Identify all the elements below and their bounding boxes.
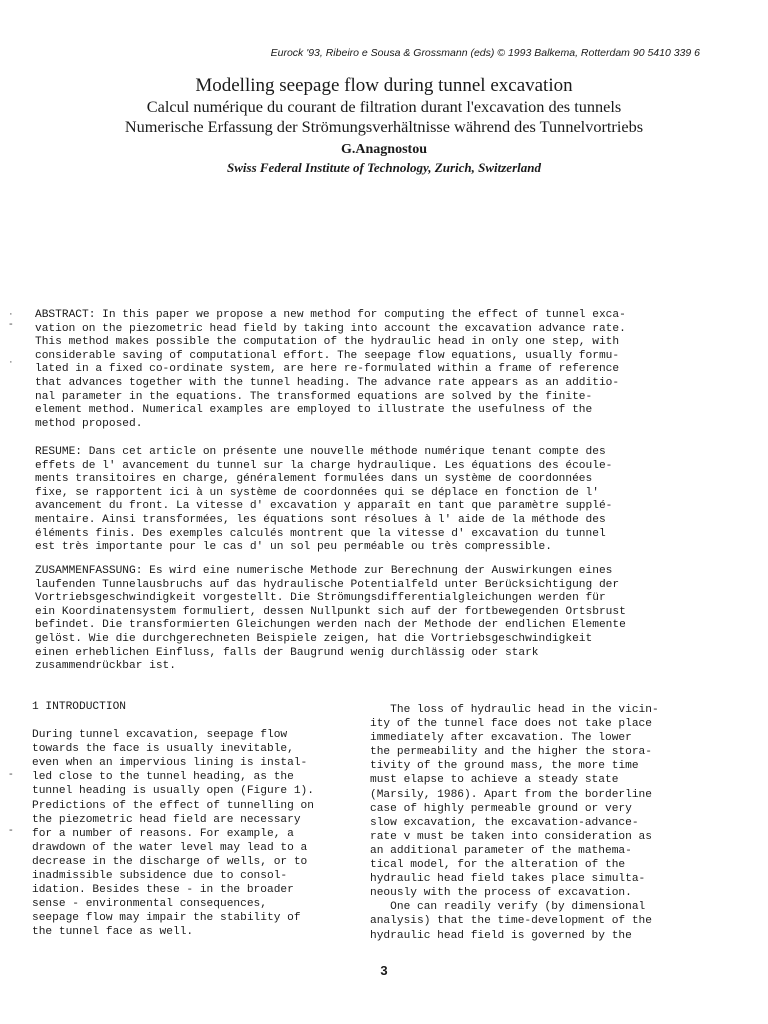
title-german: Numerische Erfassung der Strömungsverhältnisse während des Tunnelvortriebs — [124, 117, 644, 136]
resume-line: ments transitoires en charge, généralement formulées dans un système de coordonnées — [35, 473, 593, 486]
body-line: neously with the process of excavation. — [370, 887, 632, 900]
zusammenfassung-line: ein Koordinatensystem formuliert, dessen Nullpunkt sich auf der fortbewegenden Ortsbrust — [35, 605, 626, 618]
scan-mark: - — [9, 768, 13, 780]
body-line: sense - environmental consequences, — [32, 898, 267, 911]
body-line: immediately after excavation. The lower — [370, 732, 632, 745]
body-line: Predictions of the effect of tunnelling on — [32, 799, 314, 812]
abstract-german — [35, 565, 695, 674]
zusammenfassung-line: zusammendrückbar ist. — [35, 660, 176, 673]
body-line: inadmissible subsidence due to consol- — [32, 870, 288, 883]
title-english: Modelling seepage flow during tunnel excavation — [195, 75, 573, 96]
body-line: seepage flow may impair the stability of — [32, 912, 301, 925]
scan-mark: - — [9, 318, 13, 330]
abstract-line: method proposed. — [35, 417, 143, 430]
author-affiliation: Swiss Federal Institute of Technology, Zurich, Switzerland — [227, 160, 541, 175]
resume-line: mentaire. Ainsi transformées, les équations sont résolues à l' aide de la méthode des — [35, 513, 606, 526]
body-line: One can readily verify (by dimensional — [370, 901, 646, 914]
body-line: (Marsily, 1986). Apart from the borderline — [370, 788, 652, 801]
body-line: even when an impervious lining is instal- — [32, 757, 308, 770]
body-line: for a number of reasons. For example, a — [32, 827, 294, 840]
zusammenfassung-line: einen erheblichen Einfluss, falls der Baugrund wenig durchlässig oder stark — [35, 646, 539, 659]
body-line: tical model, for the alteration of the — [370, 859, 626, 872]
body-line: the piezometric head field are necessary — [32, 813, 301, 826]
body-line: During tunnel excavation, seepage flow — [32, 729, 288, 742]
body-column-left — [32, 700, 344, 940]
body-column-right — [370, 703, 682, 943]
zusammenfassung-line: befindet. Die transformierten Gleichungen werden nach der Methode der endlichen Elemente — [35, 619, 626, 632]
abstract-line: nal parameter in the equations. The transformed equations are solved by the finite- — [35, 390, 593, 403]
body-line: idation. Besides these - in the broader — [32, 884, 294, 897]
body-line: the permeability and the higher the stora- — [370, 746, 652, 759]
body-line: tivity of the ground mass, the more time — [370, 760, 639, 773]
body-line: towards the face is usually inevitable, — [32, 743, 294, 756]
abstract-line: vation on the piezometric head field by taking into account the excavation advance rate. — [35, 322, 626, 335]
abstract-french — [35, 446, 695, 555]
body-line: tunnel heading is usually open (Figure 1). — [32, 785, 314, 798]
body-line: must elapse to achieve a steady state — [370, 774, 619, 787]
scan-mark: - — [9, 824, 13, 836]
author-name: G.Anagnostou — [341, 142, 427, 157]
abstract-line: element method. Numerical examples are employed to illustrate the usefulness of the — [35, 404, 593, 417]
abstract-line: that advances together with the tunnel heading. The advance rate appears as an additio- — [35, 376, 620, 389]
abstract-line: ABSTRACT: In this paper we propose a new method for computing the effect of tunnel exca- — [35, 309, 626, 321]
body-line: led close to the tunnel heading, as the — [32, 771, 294, 784]
body-line: an additional parameter of the mathema- — [370, 844, 632, 857]
resume-line: éléments finis. Des exemples calculés montrent que la vitesse d' excavation du tunnel — [35, 527, 606, 540]
body-line: case of highly permeable ground or very — [370, 802, 632, 815]
resume-line: est très importante pour le cas d' un sol peu perméable ou très compressible. — [35, 541, 552, 554]
scan-mark: · — [9, 308, 13, 320]
zusammenfassung-line: laufenden Tunnelausbruchs auf das hydraulische Potentialfeld unter Berücksichtigung der — [35, 578, 620, 591]
citation-header: Eurock '93, Ribeiro e Sousa & Grossmann (eds) © 1993 Balkema, Rotterdam 90 5410 339 6 — [270, 47, 700, 59]
body-line: hydraulic head field takes place simulta- — [370, 873, 646, 886]
scan-mark: · — [9, 356, 13, 368]
body-line: drawdown of the water level may lead to a — [32, 841, 308, 854]
title-block — [0, 74, 768, 176]
abstract-line: This method makes possible the computation of the hydraulic head in only one step, with — [35, 336, 620, 349]
section-heading-introduction: 1 INTRODUCTION — [32, 701, 126, 713]
title-french: Calcul numérique du courant de filtration durant l'excavation des tunnels — [146, 97, 622, 116]
resume-line: effets de l' avancement du tunnel sur la charge hydraulique. Les équations des écoule- — [35, 459, 613, 472]
body-line: decrease in the discharge of wells, or to — [32, 855, 308, 868]
resume-line: fixe, se rapportent ici à un système de coordonnées qui se déplace en fonction de l' — [35, 486, 599, 499]
zusammenfassung-line: ZUSAMMENFASSUNG: Es wird eine numerische Methode zur Berechnung der Auswirkungen eines — [35, 565, 613, 577]
zusammenfassung-line: Vortriebsgeschwindigkeit vorgestellt. Die Strömungsdifferentialgleichungen werden für — [35, 592, 606, 605]
body-line: analysis) that the time-development of the — [370, 915, 652, 928]
resume-line: RESUME: Dans cet article on présente une nouvelle méthode numérique tenant compte des — [35, 446, 606, 458]
abstract-english — [35, 309, 695, 431]
zusammenfassung-line: gelöst. Wie die durchgerechneten Beispiele zeigen, hat die Vortriebsgeschwindigkeit — [35, 632, 593, 645]
body-line: ity of the tunnel face does not take place — [370, 718, 652, 731]
abstract-line: considerable saving of computational effort. The seepage flow equations, usually formu- — [35, 349, 620, 362]
abstract-line: lated in a fixed co-ordinate system, are here re-formulated within a frame of reference — [35, 363, 620, 376]
body-line: The loss of hydraulic head in the vicin- — [370, 704, 659, 716]
page-number: 3 — [380, 963, 388, 978]
body-line: slow excavation, the excavation-advance- — [370, 816, 639, 829]
body-line: rate v must be taken into consideration as — [370, 830, 652, 843]
body-line: the tunnel face as well. — [32, 926, 194, 939]
resume-line: avancement du front. La vitesse d' excavation y apparaît en tant que paramètre supplé- — [35, 500, 613, 513]
body-line: hydraulic head field is governed by the — [370, 929, 632, 942]
